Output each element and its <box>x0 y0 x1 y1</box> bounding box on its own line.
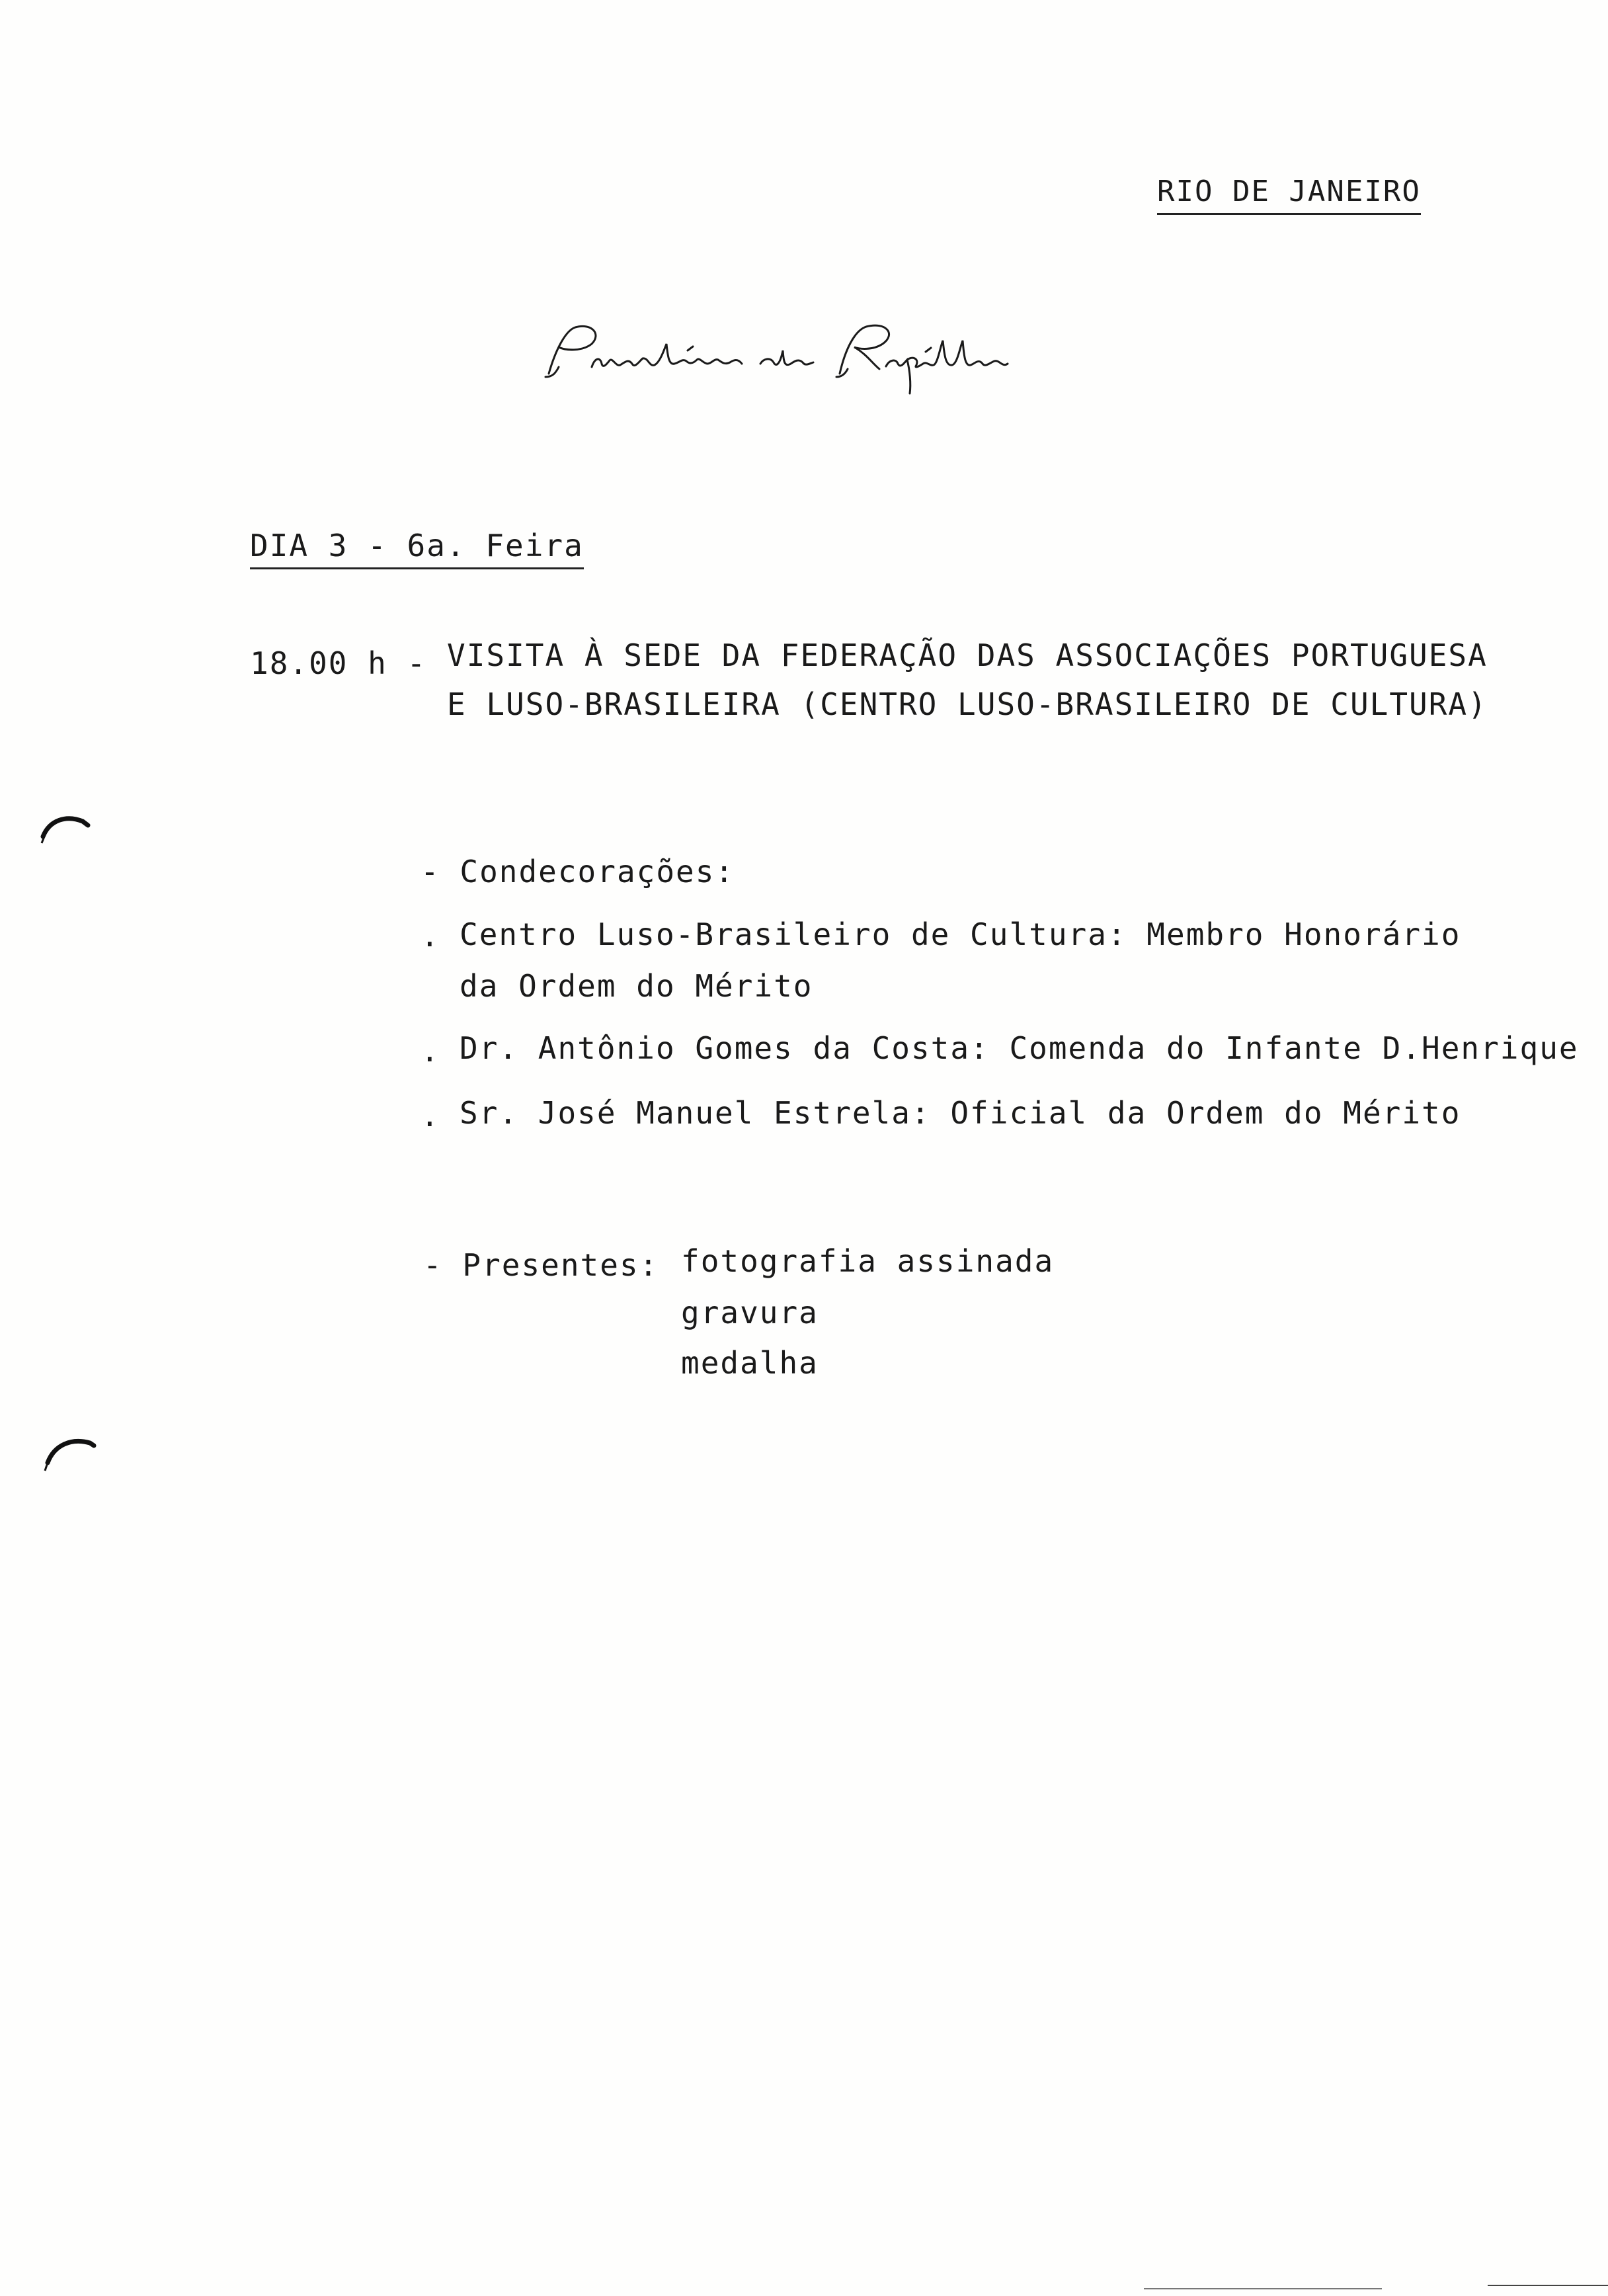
punch-hole-mark-lower <box>40 1428 99 1475</box>
decoration-bullet: . <box>421 1098 440 1133</box>
decoration-item-3: Sr. José Manuel Estrela: Oficial da Ordem do Mérito <box>460 1095 1461 1131</box>
decoration-item-2: Dr. Antônio Gomes da Costa: Comenda do Infante D.Henrique <box>460 1030 1579 1066</box>
day-heading: DIA 3 - 6a. Feira <box>250 530 584 569</box>
gift-item: gravura <box>681 1295 819 1331</box>
event-title-line1: VISITA À SEDE DA FEDERAÇÃO DAS ASSOCIAÇÕES PORTUGUESA <box>447 637 1488 673</box>
decoration-bullet: . <box>421 1033 440 1069</box>
decoration-bullet: . <box>421 918 440 954</box>
gift-item: medalha <box>681 1345 819 1381</box>
decoration-item-1-line1: Centro Luso-Brasileiro de Cultura: Membro Honorário <box>460 917 1461 952</box>
gift-item: fotografia assinada <box>681 1243 1055 1279</box>
gifts-heading: - Presentes: <box>423 1247 659 1283</box>
event-time: 18.00 h - <box>250 645 427 681</box>
city-header: RIO DE JANEIRO <box>1157 177 1421 215</box>
decoration-item-1-line2: da Ordem do Mérito <box>460 968 813 1004</box>
letterhead-script-logo <box>529 311 1058 397</box>
punch-hole-mark-upper <box>36 807 96 846</box>
bottom-edge-line <box>1488 2285 1608 2286</box>
bottom-edge-line <box>1144 2288 1382 2289</box>
event-title-line2: E LUSO-BRASILEIRA (CENTRO LUSO-BRASILEIRO DE CULTURA) <box>447 686 1488 722</box>
decorations-heading: - Condecorações: <box>421 854 735 889</box>
